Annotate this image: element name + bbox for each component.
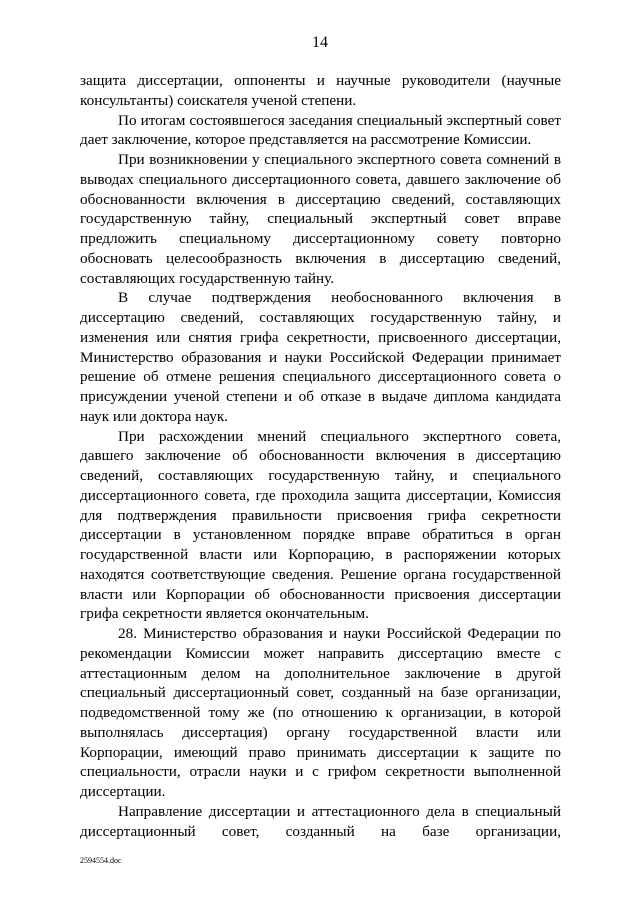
- document-filename: 2594554.doc: [80, 856, 122, 865]
- paragraph: защита диссертации, оппоненты и научные руководители (научные консультанты) соискателя ученой степени.: [80, 72, 561, 109]
- page-number: 14: [312, 34, 328, 51]
- paragraph: При возникновении у специального экспертного совета сомнений в выводах специального диссертационного совета, давшего заключение об обоснованности включения в диссертацию сведений, составляющих государственную тайну, специальный экспертный совет вправе предложить специальному диссертационному совету повторно обосновать целесообразность включения в диссертацию сведений, составляющих государственную тайну.: [80, 151, 561, 287]
- paragraph: Направление диссертации и аттестационного дела в специальный диссертационный совет, созданный на базе организации,: [80, 802, 561, 840]
- paragraph: По итогам состоявшегося заседания специальный экспертный совет дает заключение, которое представляется на рассмотрение Комиссии.: [80, 111, 561, 149]
- paragraph: 28. Министерство образования и науки Российской Федерации по рекомендации Комиссии может направить диссертацию вместе с аттестационным делом на дополнительное заключение в другой специальный диссертационный совет, созданный на базе организации, подведомственной тому же (по отношению к организации, в которой выполнялась диссертация) органу государственной власти или Корпорации, имеющий право принимать диссертации к защите по специальности, отрасли науки и с грифом секретности выполненной диссертации.: [80, 625, 561, 800]
- paragraph: При расхождении мнений специального экспертного совета, давшего заключение об обоснованности включения в диссертацию сведений, составляющих государственную тайну, и специального диссертационного совета, где проходила защита диссертации, Комиссия для подтверждения правильности присвоения грифа секретности диссертации в установленном порядке вправе обратиться в орган государственной власти или Корпорацию, в распоряжении которых находятся соответствующие сведения. Решение органа государственной власти или Корпорации об обоснованности присвоения диссертации грифа секретности является окончательным.: [80, 427, 561, 623]
- paragraph: В случае подтверждения необоснованного включения в диссертацию сведений, составляющих государственную тайну, и изменения или снятия грифа секретности, присвоенного диссертации, Министерство образования и науки Российской Федерации принимает решение об отмене решения специального диссертационного совета о присуждении ученой степени и об отказе в выдаче диплома кандидата наук или доктора наук.: [80, 289, 561, 425]
- document-body: [80, 71, 561, 841]
